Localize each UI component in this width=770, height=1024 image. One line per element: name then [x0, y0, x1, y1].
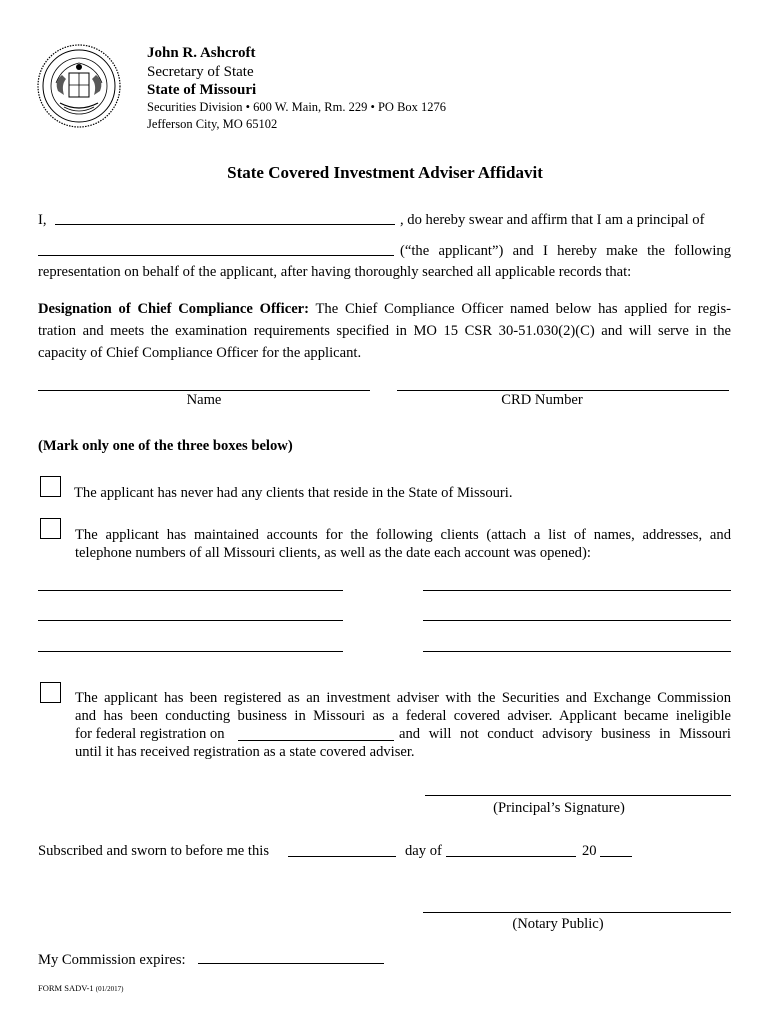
form-footer: [38, 983, 123, 993]
subscribed-text: Subscribed and sworn to before me this: [38, 843, 270, 859]
page-title: State Covered Investment Adviser Affidavit: [227, 163, 543, 182]
client-line-left-1[interactable]: [38, 590, 343, 591]
ineligible-date-field[interactable]: [238, 740, 394, 741]
option-2-line-2: telephone numbers of all Missouri clients, as well as the date each account was opened):: [75, 545, 591, 561]
swear-text: , do hereby swear and affirm that I am a principal of: [400, 212, 705, 228]
checkbox-sec-registered[interactable]: [40, 682, 61, 703]
division-address: Securities Division • 600 W. Main, Rm. 229 • PO Box 1276: [147, 100, 447, 114]
representation-text: representation on behalf of the applicant, after having thoroughly searched all applicable records that:: [38, 264, 632, 280]
cco-line-2: tration and meets the examination requirements specified in MO 15 CSR 30-51.030(2)(C) and will serve in the: [38, 323, 731, 339]
cco-name-field[interactable]: [38, 390, 370, 391]
option-3-line-4: until it has received registration as a state covered adviser.: [75, 744, 415, 760]
year-prefix: 20: [582, 843, 597, 859]
city-address: Jefferson City, MO 65102: [147, 117, 278, 131]
secretary-name: John R. Ashcroft: [147, 45, 256, 61]
applicant-text: (“the applicant”) and I hereby make the following: [400, 243, 731, 259]
cco-text-1: The Chief Compliance Officer named below has applied for regis-: [315, 301, 732, 317]
option-2-line-1: The applicant has maintained accounts for the following clients (attach a list of names, addresses, and: [75, 527, 731, 543]
applicant-name-field[interactable]: [38, 255, 394, 256]
cco-line-3: capacity of Chief Compliance Officer for the applicant.: [38, 345, 362, 361]
cco-line-1: [38, 301, 731, 318]
checkbox-maintained-accounts[interactable]: [40, 518, 61, 539]
option-1-text: The applicant has never had any clients that reside in the State of Missouri.: [74, 485, 513, 501]
client-line-right-1[interactable]: [423, 590, 731, 591]
day-of-text: day of: [405, 843, 442, 859]
cco-label: Designation of Chief Compliance Officer:: [38, 301, 310, 317]
principal-signature-label: (Principal’s Signature): [493, 800, 625, 816]
form-id: FORM SADV-1: [38, 983, 94, 993]
name-label: Name: [186, 392, 222, 408]
option-3-line-3a: for federal registration on: [75, 726, 225, 742]
option-3-line-2: and has been conducting business in Missouri as a federal covered adviser. Applicant became ineligible: [75, 708, 731, 724]
year-field[interactable]: [600, 856, 632, 857]
notary-signature-field[interactable]: [423, 912, 731, 913]
commission-label: My Commission expires:: [38, 952, 186, 968]
principal-signature-field[interactable]: [425, 795, 731, 796]
option-3-line-1: The applicant has been registered as an investment adviser with the Securities and Exchange Commission: [75, 690, 731, 706]
client-line-left-2[interactable]: [38, 620, 343, 621]
principal-name-field[interactable]: [55, 224, 395, 225]
checkbox-no-clients[interactable]: [40, 476, 61, 497]
crd-number-field[interactable]: [397, 390, 729, 391]
client-line-left-3[interactable]: [38, 651, 343, 652]
form-date: (01/2017): [95, 985, 124, 993]
client-line-right-2[interactable]: [423, 620, 731, 621]
i-label: I,: [38, 212, 47, 228]
state-seal-icon: [36, 43, 122, 129]
notary-label: (Notary Public): [512, 916, 604, 932]
box-instruction: (Mark only one of the three boxes below): [38, 438, 293, 454]
day-field[interactable]: [288, 856, 396, 857]
secretary-role: Secretary of State: [147, 64, 254, 80]
client-line-right-3[interactable]: [423, 651, 731, 652]
option-3-line-3b: and will not conduct advisory business in Missouri: [399, 726, 731, 742]
crd-label: CRD Number: [501, 392, 583, 408]
commission-expires-field[interactable]: [198, 963, 384, 964]
state-name: State of Missouri: [147, 82, 257, 98]
month-field[interactable]: [446, 856, 576, 857]
